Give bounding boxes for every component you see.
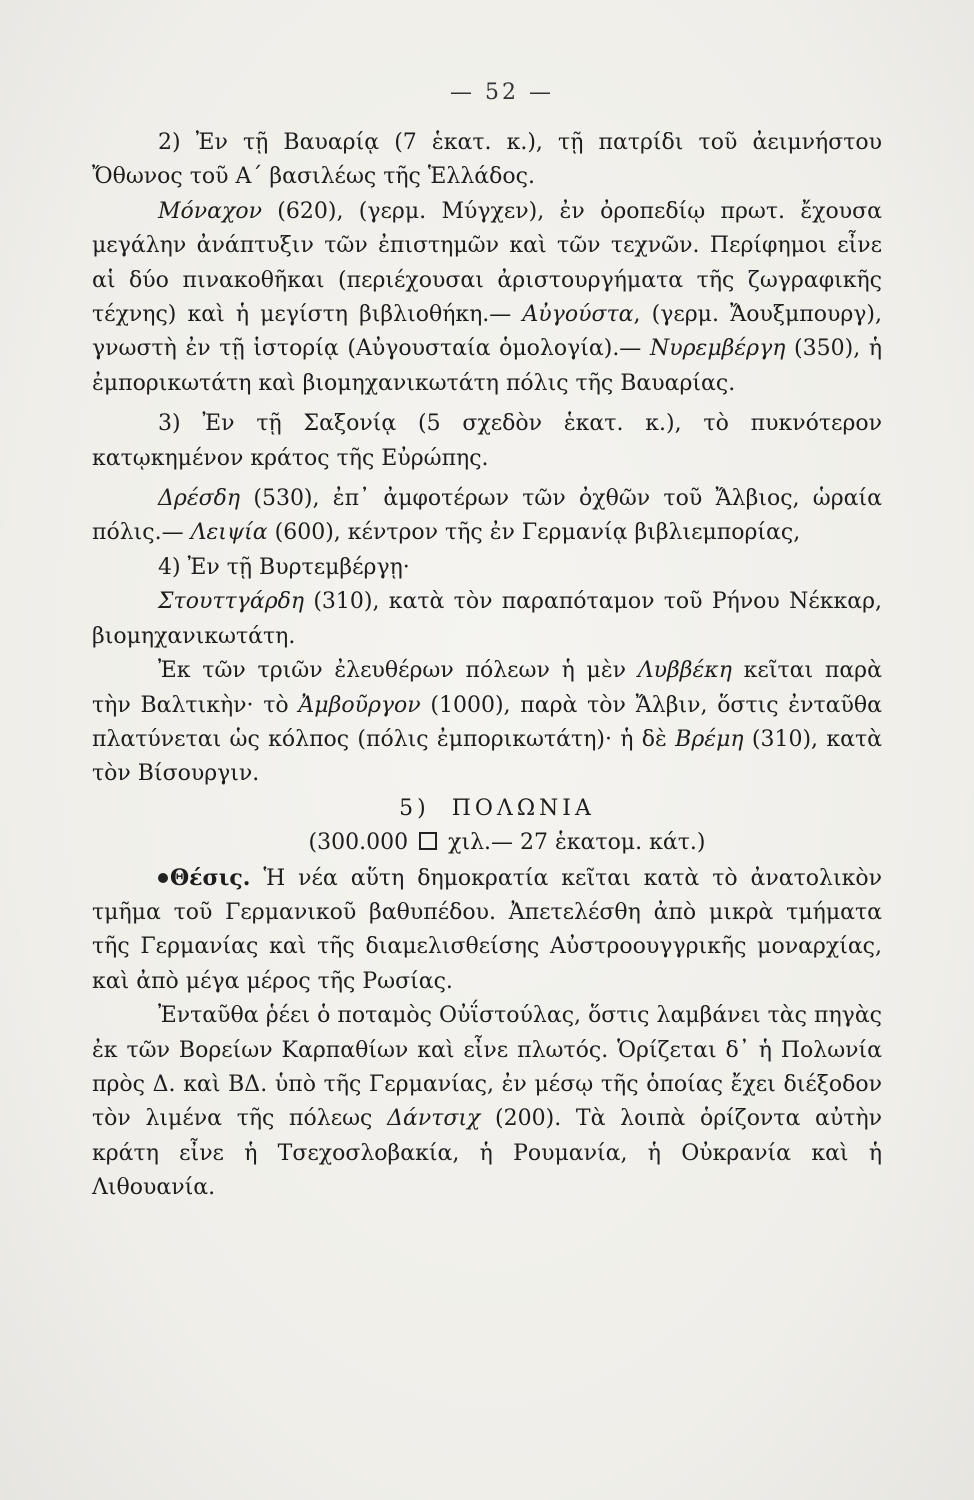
paragraph-text: Ἡ νέα αὕτη δημοκρατία κεῖται κατὰ τὸ ἀνατολικὸν τμῆμα τοῦ Γερμανικοῦ βαθυπέδου. Ἀπετελέσθη ἀπὸ μικρὰ τμήματα τῆς Γερμανίας καὶ τῆς διαμελισθείσης Αὐστροουγγρικῆς μοναρχίας, καὶ ἀπὸ μέγα μέρος τῆς Ρωσίας. [92, 865, 882, 994]
paragraph-position [92, 861, 882, 1000]
paragraph-munich [92, 195, 882, 401]
page-number: — 52 — [450, 80, 554, 105]
paragraph-text: (310), κατὰ τὸν παραπόταμον τοῦ Ρήνου Νέκκαρ, βιομηχανικωτάτη. [92, 589, 882, 649]
paragraph-label: Θέσις. [170, 864, 251, 891]
paragraph-text: 4) Ἐν τῇ Βυρτεμβέργῃ· [158, 554, 410, 580]
city-name: Βρέμη [675, 726, 744, 752]
paragraph-text: (200). Τὰ λοιπὰ ὁρίζοντα αὐτὴν κράτη εἶνε ἡ Τσεχοσλοβακία, ἡ Ρουμανία, ἡ Οὐκρανία καὶ ἡ Λιθουανία. [92, 1106, 882, 1201]
city-name: Δρέσδη [158, 486, 241, 512]
paragraph-saxony [92, 407, 882, 476]
paragraph-text: 2) Ἐν τῇ Βαυαρίᾳ (7 ἑκατ. κ.), τῇ πατρίδι τοῦ ἀειμνήστου Ὄθωνος τοῦ Α΄ βασιλέως τῆς Ἑλλάδος. [92, 130, 882, 190]
paragraph-free-cities [92, 654, 882, 792]
paragraph-stuttgart [92, 585, 882, 654]
paragraph-text: Ἐκ τῶν τριῶν ἐλευθέρων πόλεων ἡ μὲν [158, 658, 638, 684]
city-name: Αὐγούστα [522, 302, 634, 328]
paragraph-wurttemberg [92, 551, 882, 585]
area-line [92, 826, 882, 860]
square-symbol-icon [419, 832, 437, 850]
section-number: 5) [399, 795, 430, 821]
city-name: Στουττγάρδη [158, 589, 305, 615]
city-name: Λυββέκη [637, 658, 732, 684]
paragraph-text: Ἐνταῦθα ῥέει ὁ ποταμὸς Οὐΐστούλας, ὅστις λαμβάνει τὰς πηγὰς ἐκ τῶν Βορείων Καρπαθίων καὶ εἶνε πλωτός. Ὁρίζεται δ᾿ ἡ Πολωνία πρὸς Δ. καὶ ΒΔ. ὑπὸ τῆς Γερμανίας, ἐν μέσῳ τῆς ὁποίας ἔχει διέξοδον τὸν λιμένα τῆς πόλεως [92, 1003, 882, 1132]
paragraph-text: (1000), παρὰ τὸν Ἄλβιν, ὅστις ἐνταῦθα πλατύνεται ὡς κόλπος (πόλις ἐμπορικωτάτη)· ἡ δὲ [92, 692, 882, 752]
city-name: Ἀμβοῦργον [298, 692, 421, 718]
paragraph-bavaria [92, 126, 882, 195]
area-value: (300.000 [308, 830, 409, 856]
paragraph-text: (620), (γερμ. Μύγχεν), ἐν ὀροπεδίῳ πρωτ. ἔχουσα μεγάλην ἀνάπτυξιν τῶν ἐπιστημῶν καὶ τῶν τεχνῶν. Περίφημοι εἶνε αἱ δύο πινακοθῆκαι (περιέχουσαι ἀριστουργήματα τῆς ζωγραφικῆς τέχνης) καὶ ἡ μεγίστη βιβλιοθήκη.— [92, 198, 882, 328]
paragraph-text: κεῖται παρὰ τὴν Βαλτικὴν· τὸ [92, 658, 882, 718]
city-name: Δάντσιχ [387, 1106, 481, 1132]
section-title: ΠΟΛΩΝΙΑ [451, 795, 595, 821]
paragraph-text: (310), κατὰ τὸν Βίσουργιν. [92, 726, 882, 787]
paragraph-text: , (γερμ. Ἄουξμπουργ), γνωστὴ ἐν τῇ ἱστορίᾳ (Αὐγουσταία ὁμολογία).— [92, 302, 882, 362]
bullet-icon [158, 873, 168, 883]
paragraph-text: (350), ἡ ἐμπορικωτάτη καὶ βιομηχανικωτάτη πόλις τῆς Βαυαρίας. [92, 336, 882, 396]
page-body [92, 126, 882, 1206]
city-name: Νυρεμβέργη [649, 336, 786, 362]
paragraph-text: 3) Ἐν τῇ Σαξονίᾳ (5 σχεδὸν ἑκατ. κ.), τὸ πυκνότερον κατῳκημένον κράτος τῆς Εὐρώπης. [92, 411, 882, 471]
city-name: Λειψία [190, 520, 268, 546]
area-rest: χιλ.— 27 ἑκατομ. κάτ.) [448, 830, 706, 856]
section-heading [92, 792, 882, 826]
paragraph-river [92, 999, 882, 1205]
paragraph-text: (600), κέντρον τῆς ἐν Γερμανίᾳ βιβλιεμπορίας, [267, 520, 801, 546]
paragraph-dresden [92, 482, 882, 551]
city-name: Μόναχον [158, 198, 262, 224]
paragraph-text: (530), ἐπ᾿ ἀμφοτέρων τῶν ὀχθῶν τοῦ Ἄλβιος, ὡραία πόλις.— [92, 486, 882, 546]
